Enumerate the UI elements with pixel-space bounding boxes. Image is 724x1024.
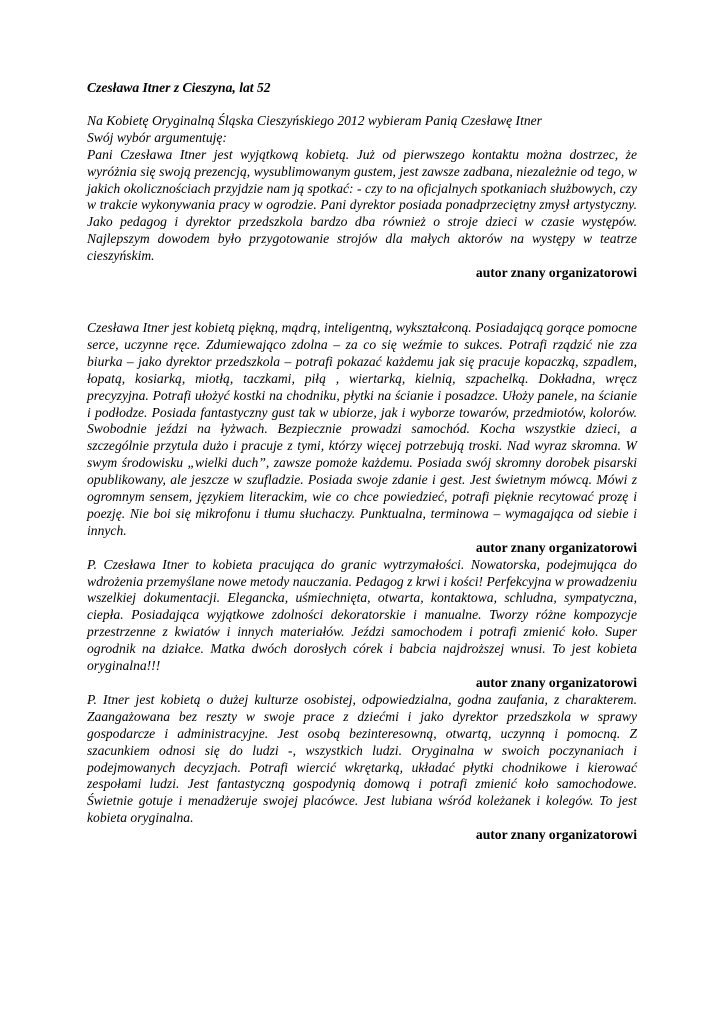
document-page <box>87 80 637 844</box>
entry-author-2: autor znany organizatorowi <box>475 539 637 555</box>
entry-text-2: Czesława Itner jest kobietą piękną, mądrą, inteligentną, wykształconą. Posiadającą gorące pomocne serce, uczynne ręce. Zdumiewająco zdolna – za co się weźmie to sukces. Potrafi rządzić nie zza biurka – jako dyrektor przedszkola – potrafi pokazać każdemu jak się pracuje kopaczką, szpadlem, łopatą, kosiarką, miotłą, taczkami, piłą , wiertarką, kielnią, szpachelką. Dokładna, wręcz precyzyjna. Potrafi ułożyć kostki na chodniku, płytki na ścianie i posadzce. Ułoży panele, na ścianie i podłodze. Posiada fantastyczny gust tak w ubiorze, jak i wyborze towarów, przedmiotów, kolorów. Swobodnie jeździ na łyżwach. Bezpiecznie prowadzi samochód. Kocha wszystkie dzieci, a szczególnie przytula dużo i pracuje z tymi, którzy więcej potrzebują troski. Nad wyraz skromna. W swym środowisku „wielki duch”, zawsze pomoże każdemu. Posiada swój skromny dorobek pisarski opublikowany, ale jeszcze w szufladzie. Posiada swoje zdanie i gest. Jest świetnym mówcą. Mówi z ogromnym sensem, językiem literackim, wie co chce powiedzieć, potrafi pięknie recytować prozę i poezję. Nie boi się mikrofonu i tłumu słuchaczy. Punktualna, terminowa – wymagająca od siebie i innych. <box>87 319 637 538</box>
document-title: Czesława Itner z Cieszyna, lat 52 <box>87 80 271 95</box>
entry-author-3: autor znany organizatorowi <box>475 675 637 690</box>
intro-line-argument: Swój wybór argumentuję: <box>87 129 227 145</box>
entry-text-4: P. Itner jest kobietą o dużej kulturze osobistej, odpowiedzialna, godna zaufania, z charakterem. Zaangażowana bez reszty w swoje prace z dziećmi i jako dyrektor przedszkola w sprawy gospodarcze i administracyjne. Jest osobą bezinteresowną, otwartą, uczynną i pomocną. Z szacunkiem odnosi się do ludzi -, wszystkich ludzi. Oryginalna w swoich poczynaniach i podejmowanych decyzjach. Potrafi wiercić wkrętarką, układać płytki chodnikowe i kierować zespołami ludzi. Jest fantastyczną gospodynią domową i potrafi zmienić koło samochodowe. Świetnie gotuje i menadżeruje swojej placówce. Jest lubiana wśród koleżanek i kolegów. To jest kobieta oryginalna. <box>87 691 637 826</box>
entry-author-4: autor znany organizatorowi <box>475 827 637 843</box>
intro-line-nomination: Na Kobietę Oryginalną Śląska Cieszyńskiego 2012 wybieram Panią Czesławę Itner <box>87 112 542 128</box>
entry-text-1: Pani Czesława Itner jest wyjątkową kobietą. Już od pierwszego kontaktu można dostrzec, że wyróżnia się swoją prezencją, wysublimowanym gustem, jest zawsze zadbana, niezależnie od tego, w jakich okolicznościach przyjdzie nam ją spotkać: - czy to na oficjalnych spotkaniach służbowych, czy w trakcie wykonywania pracy w ogrodzie. Pani dyrektor posiada ponadprzeciętny zmysł artystyczny. Jako pedagog i dyrektor przedszkola bardzo dba również o stroje dzieci w czasie występów. Najlepszym dowodem było przygotowanie strojów dla małych aktorów na występy w teatrze cieszyńskim. <box>87 146 637 264</box>
entry-author-1: autor znany organizatorowi <box>475 265 637 281</box>
entry-text-3: P. Czesława Itner to kobieta pracująca do granic wytrzymałości. Nowatorska, podejmująca do wdrożenia przemyślane nowe metody nauczania. Pedagog z krwi i kości! Perfekcyjna w prowadzeniu wszelkiej dokumentacji. Elegancka, uśmiechnięta, otwarta, kontaktowa, schludna, sympatyczna, ciepła. Posiadająca wyjątkowe zdolności dekoratorskie i manualne. Tworzy różne kompozycje przestrzenne z kwiatów i innych materiałów. Jeździ samochodem i potrafi zmienić koło. Super ogrodnik na działce. Matka dwóch dorosłych córek i babcia najdroższej wnusi. To jest kobieta oryginalna!!! <box>87 556 637 674</box>
section-spacer <box>87 282 637 320</box>
